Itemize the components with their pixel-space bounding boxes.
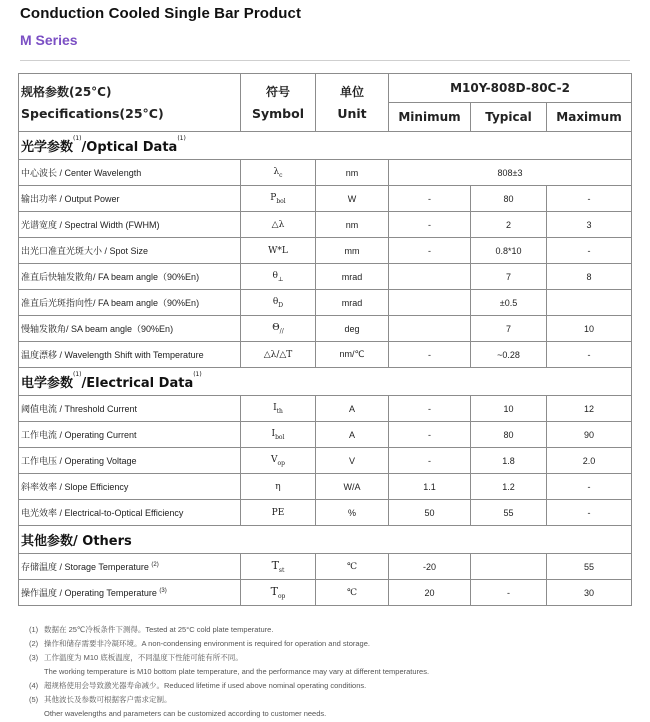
param-name xyxy=(19,554,241,580)
value-typ: - xyxy=(471,580,547,606)
param-symbol xyxy=(241,554,316,580)
value-min xyxy=(389,316,471,342)
symbol-main: W*L xyxy=(268,245,288,256)
param-unit: nm xyxy=(316,212,389,238)
footnote-number: (3) xyxy=(29,653,39,662)
table-row xyxy=(19,290,632,316)
param-name xyxy=(19,186,241,212)
symbol-sub: c xyxy=(279,171,283,179)
section-cn: 光学参数 xyxy=(21,140,74,155)
param-unit: W xyxy=(316,186,389,212)
param-name-text: 工作电压 / Operating Voltage xyxy=(21,456,137,466)
value-typ: 0.8*10 xyxy=(471,238,547,264)
footnote xyxy=(29,707,429,721)
symbol-main: I xyxy=(273,402,277,413)
value-min: - xyxy=(389,448,471,474)
value-max: 8 xyxy=(547,264,632,290)
section-en: /Electrical Data xyxy=(81,376,194,391)
param-name xyxy=(19,290,241,316)
symbol-main: λ xyxy=(273,166,280,177)
param-unit: nm xyxy=(316,160,389,186)
table-row xyxy=(19,448,632,474)
footnote-ref: (3) xyxy=(159,588,167,594)
param-name-text: 中心波长 / Center Wavelength xyxy=(21,168,142,178)
table-row xyxy=(19,554,632,580)
param-name xyxy=(19,264,241,290)
param-symbol xyxy=(241,396,316,422)
value-max: 2.0 xyxy=(547,448,632,474)
footnote-text: 其他波长及参数可根据客户需求定制。 xyxy=(44,695,172,704)
param-unit: A xyxy=(316,422,389,448)
value-min: 50 xyxy=(389,500,471,526)
value-min: - xyxy=(389,212,471,238)
footnote xyxy=(29,693,429,707)
header-model: M10Y-808D-80C-2 xyxy=(389,74,632,103)
value-min: 1.1 xyxy=(389,474,471,500)
symbol-sub: ⊥ xyxy=(277,275,284,283)
value-min xyxy=(389,290,471,316)
value-min: 20 xyxy=(389,580,471,606)
value-max: - xyxy=(547,474,632,500)
section-en: / Others xyxy=(73,534,132,549)
header-row-1 xyxy=(19,74,632,103)
value-typ: 80 xyxy=(471,186,547,212)
param-name-text: 温度漂移 / Wavelength Shift with Temperature xyxy=(21,350,204,360)
value-max: - xyxy=(547,186,632,212)
section-heading-others xyxy=(19,526,632,554)
value-min xyxy=(389,264,471,290)
param-symbol xyxy=(241,342,316,368)
param-unit: mm xyxy=(316,238,389,264)
symbol-main: V xyxy=(271,454,278,465)
param-name xyxy=(19,316,241,342)
symbol-sub: th xyxy=(276,407,283,415)
spec-table xyxy=(18,73,632,606)
section-footnote-ref: (1) xyxy=(177,135,186,142)
value-typ: 7 xyxy=(471,264,547,290)
param-unit: V xyxy=(316,448,389,474)
value-min: - xyxy=(389,422,471,448)
param-symbol xyxy=(241,448,316,474)
param-unit: A xyxy=(316,396,389,422)
value-typ: 80 xyxy=(471,422,547,448)
footnote-text: 超规格使用会导致激光器寿命减少。Reduced lifetime if used above nominal operating conditions. xyxy=(44,681,367,690)
param-symbol xyxy=(241,186,316,212)
param-name xyxy=(19,212,241,238)
table-row xyxy=(19,186,632,212)
footnotes xyxy=(29,623,429,721)
footnote-text: Other wavelengths and parameters can be customized according to customer needs. xyxy=(44,709,327,718)
param-name xyxy=(19,448,241,474)
symbol-main: θ xyxy=(272,296,279,307)
value-max: 30 xyxy=(547,580,632,606)
param-symbol xyxy=(241,160,316,186)
value-min: - xyxy=(389,186,471,212)
param-name-text: 慢轴发散角/ SA beam angle（90%En) xyxy=(21,324,174,334)
header-typ: Typical xyxy=(471,103,547,132)
header-param: 规格参数(25°C) Specifications(25°C) xyxy=(19,74,241,132)
param-symbol xyxy=(241,290,316,316)
param-unit: % xyxy=(316,500,389,526)
value-max: - xyxy=(547,500,632,526)
value-max: 12 xyxy=(547,396,632,422)
param-symbol xyxy=(241,238,316,264)
footnote-ref: (2) xyxy=(151,562,159,568)
symbol-main: η xyxy=(275,481,281,492)
param-name xyxy=(19,500,241,526)
table-row xyxy=(19,500,632,526)
param-name xyxy=(19,580,241,606)
table-row xyxy=(19,160,632,186)
param-unit: ℃ xyxy=(316,554,389,580)
value-max: 10 xyxy=(547,316,632,342)
param-symbol xyxy=(241,316,316,342)
header-symbol: 符号 Symbol xyxy=(241,74,316,132)
symbol-main: I xyxy=(271,428,276,439)
table-row xyxy=(19,580,632,606)
param-name-text: 操作温度 / Operating Temperature xyxy=(21,588,157,598)
table-row xyxy=(19,264,632,290)
param-name xyxy=(19,422,241,448)
param-name-text: 光谱宽度 / Spectral Width (FWHM) xyxy=(21,220,160,230)
header-unit: 单位 Unit xyxy=(316,74,389,132)
section-row-optical xyxy=(19,132,632,160)
param-name-text: 输出功率 / Output Power xyxy=(21,194,120,204)
param-symbol xyxy=(241,474,316,500)
param-symbol xyxy=(241,500,316,526)
symbol-main: P xyxy=(270,192,277,203)
table-row xyxy=(19,474,632,500)
section-heading-electrical xyxy=(19,368,632,396)
value-min: - xyxy=(389,342,471,368)
value-typ: ~0.28 xyxy=(471,342,547,368)
value-typ: 10 xyxy=(471,396,547,422)
value-max: 90 xyxy=(547,422,632,448)
param-unit: ℃ xyxy=(316,580,389,606)
footnote xyxy=(29,679,429,693)
footnote-text: The working temperature is M10 bottom plate temperature, and the performance may vary at different temperatures. xyxy=(44,667,430,676)
footnote-text: 数据在 25℃冷板条件下测得。Tested at 25°C cold plate temperature. xyxy=(44,625,274,634)
footnote-number: (2) xyxy=(29,639,39,648)
param-unit: W/A xyxy=(316,474,389,500)
table-row xyxy=(19,316,632,342)
section-cn: 电学参数 xyxy=(21,376,74,391)
value-typ: 55 xyxy=(471,500,547,526)
value-typ: 1.2 xyxy=(471,474,547,500)
symbol-sub: st xyxy=(278,567,285,575)
footnote xyxy=(29,651,429,665)
series-subtitle: M Series xyxy=(20,32,78,48)
param-name-text: 准直后快轴发散角/ FA beam angle（90%En) xyxy=(21,272,200,282)
footnote xyxy=(29,665,429,679)
footnote-number: (4) xyxy=(29,681,39,690)
table-row xyxy=(19,396,632,422)
param-name xyxy=(19,160,241,186)
footnote-text: 工作温度为 M10 底板温度，不同温度下性能可能有所不同。 xyxy=(44,653,243,662)
param-name xyxy=(19,342,241,368)
param-name xyxy=(19,238,241,264)
divider xyxy=(20,60,630,61)
symbol-sub: op xyxy=(277,459,285,467)
section-row-others xyxy=(19,526,632,554)
param-symbol xyxy=(241,264,316,290)
section-footnote-ref: (1) xyxy=(193,371,202,378)
value-min: -20 xyxy=(389,554,471,580)
footnote-number: (1) xyxy=(29,625,39,634)
value-min: - xyxy=(389,238,471,264)
param-symbol xyxy=(241,212,316,238)
value-max: - xyxy=(547,342,632,368)
symbol-main: T xyxy=(270,584,278,598)
page-title: Conduction Cooled Single Bar Product xyxy=(20,5,302,22)
param-unit: mrad xyxy=(316,290,389,316)
symbol-main: Θ xyxy=(272,322,280,333)
symbol-main: △λ xyxy=(271,219,285,230)
param-name-text: 准直后光斑指向性/ FA beam angle（90%En) xyxy=(21,298,200,308)
table-row xyxy=(19,212,632,238)
value-merged: 808±3 xyxy=(389,160,632,186)
param-name-text: 存储温度 / Storage Temperature xyxy=(21,562,149,572)
param-name xyxy=(19,396,241,422)
symbol-main: PE xyxy=(271,507,285,518)
param-name-text: 出光口准直光斑大小 / Spot Size xyxy=(21,246,149,256)
section-footnote-ref: (1) xyxy=(73,135,82,142)
symbol-main: T xyxy=(271,558,279,572)
param-unit: nm/℃ xyxy=(316,342,389,368)
value-typ: 1.8 xyxy=(471,448,547,474)
footnote xyxy=(29,637,429,651)
param-name-text: 阈值电流 / Threshold Current xyxy=(21,404,138,414)
param-name-text: 工作电流 / Operating Current xyxy=(21,430,137,440)
value-typ xyxy=(471,554,547,580)
section-cn: 其他参数 xyxy=(21,534,74,549)
section-heading-optical xyxy=(19,132,632,160)
symbol-sub: D xyxy=(278,301,284,309)
footnote-text: 操作和储存需要非冷凝环境。A non-condensing environment is required for operation and storage. xyxy=(44,639,370,648)
value-typ: 2 xyxy=(471,212,547,238)
value-max: 3 xyxy=(547,212,632,238)
param-name xyxy=(19,474,241,500)
footnote xyxy=(29,623,429,637)
header-max: Maximum xyxy=(547,103,632,132)
section-en: /Optical Data xyxy=(81,140,178,155)
footnote-number: (5) xyxy=(29,695,39,704)
symbol-sub: bol xyxy=(275,433,285,441)
param-symbol xyxy=(241,580,316,606)
param-name-text: 斜率效率 / Slope Efficiency xyxy=(21,482,129,492)
symbol-sub: bol xyxy=(276,197,286,205)
table-row xyxy=(19,422,632,448)
value-max: - xyxy=(547,238,632,264)
section-row-electrical xyxy=(19,368,632,396)
symbol-sub: op xyxy=(277,593,286,601)
table-row xyxy=(19,238,632,264)
value-typ: ±0.5 xyxy=(471,290,547,316)
table-row xyxy=(19,342,632,368)
value-min: - xyxy=(389,396,471,422)
symbol-sub: // xyxy=(279,327,284,335)
param-unit: mrad xyxy=(316,264,389,290)
value-max: 55 xyxy=(547,554,632,580)
section-footnote-ref: (1) xyxy=(73,371,82,378)
header-min: Minimum xyxy=(389,103,471,132)
symbol-main: △λ/△T xyxy=(263,349,293,360)
param-symbol xyxy=(241,422,316,448)
param-name-text: 电光效率 / Electrical-to-Optical Efficiency xyxy=(21,508,184,518)
param-unit: deg xyxy=(316,316,389,342)
symbol-main: θ xyxy=(272,270,278,281)
value-max xyxy=(547,290,632,316)
value-typ: 7 xyxy=(471,316,547,342)
